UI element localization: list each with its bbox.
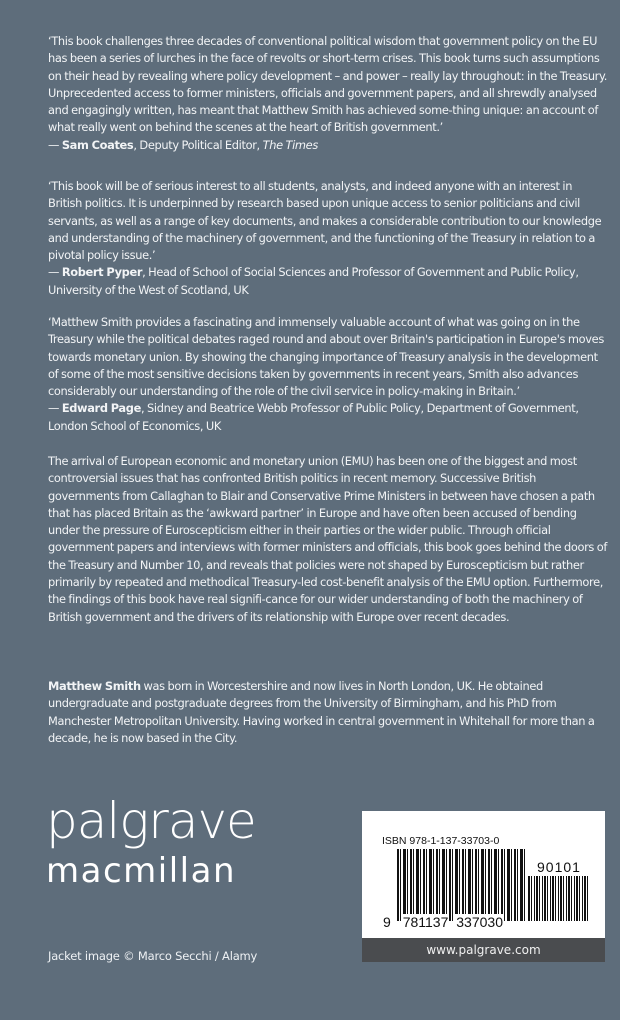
endorsement-edward-page bbox=[48, 314, 608, 435]
barcode-addon-digits: 90101 bbox=[537, 859, 581, 875]
dash: — bbox=[48, 137, 62, 152]
palgrave-macmillan-logo bbox=[46, 792, 256, 891]
endorser-role: , Sidney and Beatrice Webb Professor of Public Policy, Department of Government, London School of Economics, UK bbox=[48, 401, 579, 433]
author-bio-text: was born in Worcestershire and now lives in North London, UK. He obtained undergraduate and postgraduate degrees from the University of Birmingham, and his PhD from Manchester Metropolitan University. Having worked in central government in Whitehall for more than a decade, he is now based in the City. bbox=[48, 679, 595, 745]
endorser-name: Robert Pyper bbox=[61, 265, 143, 280]
endorser-name: Edward Page bbox=[61, 401, 141, 416]
barcode-group-1: 781137 bbox=[402, 914, 449, 930]
barcode-lead-digit: 9 bbox=[383, 914, 391, 930]
book-description bbox=[48, 453, 608, 626]
barcode-bars-icon bbox=[397, 849, 525, 921]
endorser-name: Sam Coates bbox=[61, 137, 134, 152]
barcode-addon-bars-icon bbox=[528, 876, 590, 921]
endorsement-quote: ‘This book challenges three decades of conventional political wisdom that government policy on the EU has been a series of lurches in the face of revolts or short-term crises. This book turns such assumptions on their head by revealing where policy development – and power – really lay throughout: in the Treasury. Unprecedented access to former ministers, officials and government papers, and all shrewdly analysed and engagingly written, has meant that Matthew Smith has achieved some-thing unique: an account of what really went on behind the scenes at the heart of British government.’ bbox=[48, 34, 608, 135]
publication-name: The Times bbox=[262, 137, 318, 152]
barcode-group-2: 337030 bbox=[456, 914, 503, 930]
author-bio bbox=[48, 678, 608, 747]
author-name: Matthew Smith bbox=[48, 679, 141, 693]
logo-line-palgrave: palgrave bbox=[46, 792, 256, 850]
endorser-role: , Deputy Political Editor, bbox=[133, 137, 263, 152]
barcode-digits bbox=[382, 914, 504, 930]
publisher-url: www.palgrave.com bbox=[362, 938, 605, 962]
jacket-image-credit: Jacket image © Marco Secchi / Alamy bbox=[48, 949, 258, 963]
endorsement-quote: ‘This book will be of serious interest to all students, analysts, and indeed anyone with an interest in British politics. It is underpinned by research based upon unique access to senior politicians and civil servants, as well as a range of key documents, and makes a considerable contribution to our knowledge and understanding of the machinery of government, and the functioning of the Treasury in relation to a pivotal policy issue.’ bbox=[48, 179, 602, 263]
isbn-label: ISBN 978-1-137-33703-0 bbox=[382, 835, 500, 847]
logo-line-macmillan: macmillan bbox=[46, 851, 236, 891]
endorsement-sam-coates bbox=[48, 33, 608, 154]
endorsement-quote: ‘Matthew Smith provides a fascinating and immensely valuable account of what was going on in the Treasury while the political debates raged round and about over Britain's participation in Europe's moves towards monetary union. By showing the changing importance of Treasury analysis in the development of some of the most sensitive decisions taken by governments in recent years, Smith also advances considerably our understanding of the role of the civil service in policy-making in Britain.’ bbox=[48, 315, 604, 399]
dash: — bbox=[48, 265, 62, 280]
dash: — bbox=[48, 401, 62, 416]
description-text: The arrival of European economic and monetary union (EMU) has been one of the biggest and most controversial issues that has confronted British politics in recent memory. Successive British governments from Callaghan to Blair and Conservative Prime Ministers in between have chosen a path that has placed Britain as the ‘awkward partner’ in Europe and have often been accused of bending under the pressure of Euroscepticism either in their parties or the wider public. Through official government papers and interviews with former ministers and officials, this book goes behind the doors of the Treasury and Number 10, and reveals that policies were not shaped by Euroscepticism but rather primarily by repeated and methodical Treasury-led cost-benefit analysis of the EMU option. Furthermore, the findings of this book have real signifi-cance for our wider understanding of both the machinery of British government and the drivers of its relationship with Europe over recent decades. bbox=[48, 454, 608, 624]
isbn-barcode bbox=[362, 811, 605, 938]
endorser-role: , Head of School of Social Sciences and Professor of Government and Public Policy, University of the West of Scotland, UK bbox=[48, 265, 579, 297]
endorsement-robert-pyper bbox=[48, 178, 608, 299]
